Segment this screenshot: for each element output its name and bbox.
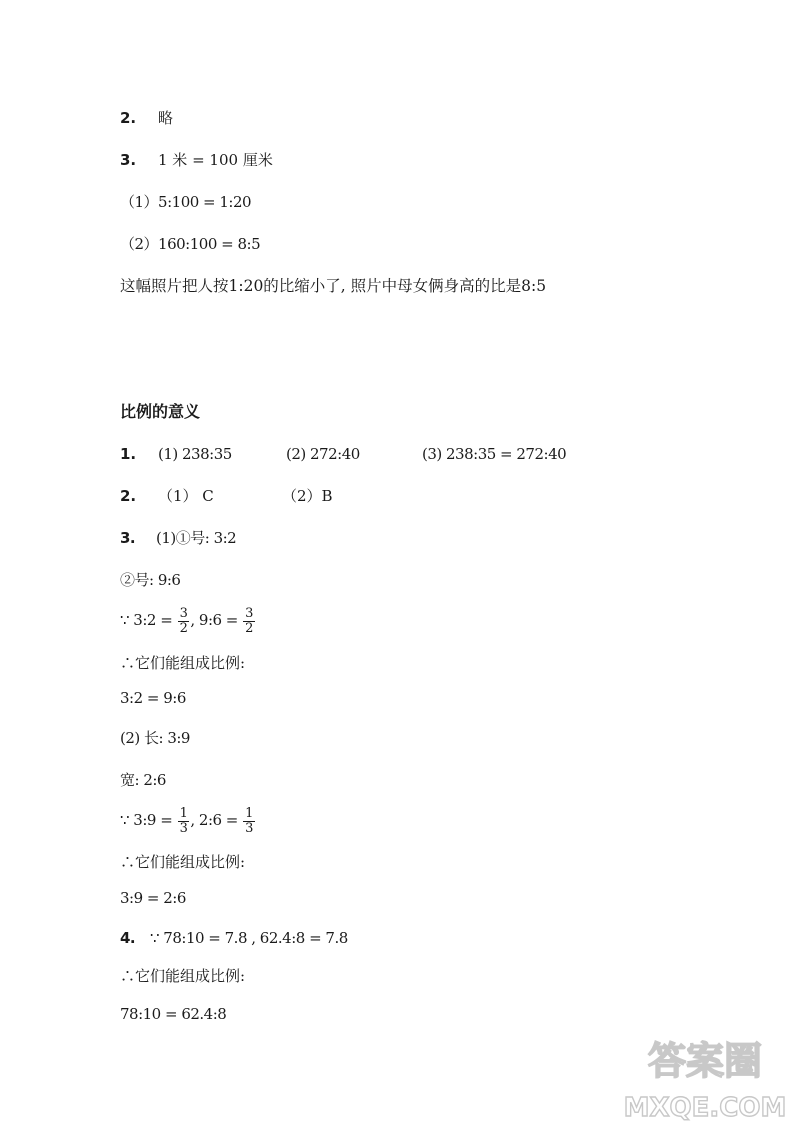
s-q2-line	[120, 486, 158, 506]
conclusion-text: 这幅照片把人按1:20的比缩小了, 照片中母女俩身高的比是8:5	[120, 277, 547, 295]
s-q3-number: 3.	[120, 529, 136, 547]
s-q3-eq1: 3:2 = 9:6	[120, 689, 186, 707]
fraction	[178, 807, 190, 836]
s-q3-therefore2: ∴它们能组成比例:	[120, 853, 246, 871]
fraction-numerator: 3	[245, 605, 253, 621]
q2-number: 2.	[120, 109, 137, 127]
fraction-numerator: 1	[179, 805, 188, 821]
s-q4-text: ∵ 78:10 = 7.8 , 62.4:8 = 7.8	[150, 929, 348, 947]
fraction	[178, 607, 190, 636]
q3-line	[120, 150, 273, 170]
s-q3-l3: (2) 长: 3:9	[120, 729, 190, 747]
q3-sub2-expr: 160:100 = 8:5	[158, 235, 261, 253]
s-q3-therefore1: ∴它们能组成比例:	[120, 654, 246, 672]
q3-sub1-label: （1）	[120, 193, 159, 211]
q3-sub2-line	[120, 234, 260, 254]
s-q4-number: 4.	[120, 929, 136, 947]
s-q2-b: （2）B	[282, 487, 333, 505]
s-q1-line	[120, 444, 158, 464]
s-q3-because1-mid: , 9:6 =	[190, 611, 238, 629]
q3-sub1-expr: 5:100 = 1:20	[158, 193, 252, 211]
fraction	[243, 607, 255, 636]
watermark-line2: MXQE.COM	[623, 1093, 787, 1123]
s-q3-because1	[120, 603, 256, 637]
section-heading: 比例的意义	[120, 402, 201, 421]
s-q4-therefore: ∴它们能组成比例:	[120, 967, 246, 985]
fraction-numerator: 1	[245, 805, 253, 821]
s-q4-eq: 78:10 = 62.4:8	[120, 1005, 227, 1023]
s-q3-because2-mid: , 2:6 =	[190, 811, 238, 829]
s-q3-because2-prefix: ∵ 3:9 =	[120, 811, 173, 829]
fraction-denominator: 3	[179, 820, 188, 836]
s-q3-eq2: 3:9 = 2:6	[120, 889, 186, 907]
s-q1-c: (3) 238:35 = 272:40	[422, 445, 567, 463]
s-q1-b: (2) 272:40	[286, 445, 360, 463]
s-q3-l1: (1)①号: 3:2	[156, 529, 237, 547]
watermark-logo	[620, 1030, 790, 1126]
fraction	[243, 807, 255, 836]
s-q2-number: 2.	[120, 487, 137, 505]
q3-sub1-line	[120, 192, 251, 212]
q2-text: 略	[158, 109, 174, 127]
q3-number: 3.	[120, 151, 137, 169]
q2-line	[120, 108, 173, 128]
fraction-denominator: 2	[245, 620, 253, 636]
fraction-denominator: 2	[179, 620, 188, 636]
q3-sub2-label: （2）	[120, 235, 159, 253]
watermark-line1: 答案圈	[647, 1039, 763, 1083]
s-q3-l4: 宽: 2:6	[120, 771, 166, 789]
s-q2-a: （1） C	[158, 487, 214, 505]
s-q3-because2	[120, 803, 256, 837]
s-q3-l2: ②号: 9:6	[120, 571, 181, 589]
s-q1-number: 1.	[120, 445, 137, 463]
s-q1-a: (1) 238:35	[158, 445, 232, 463]
q3-text: 1 米 = 100 厘米	[158, 151, 273, 169]
s-q4-line	[120, 928, 348, 948]
s-q3-line1	[120, 528, 236, 548]
fraction-denominator: 3	[245, 820, 253, 836]
fraction-numerator: 3	[179, 605, 188, 621]
s-q3-because1-prefix: ∵ 3:2 =	[120, 611, 173, 629]
